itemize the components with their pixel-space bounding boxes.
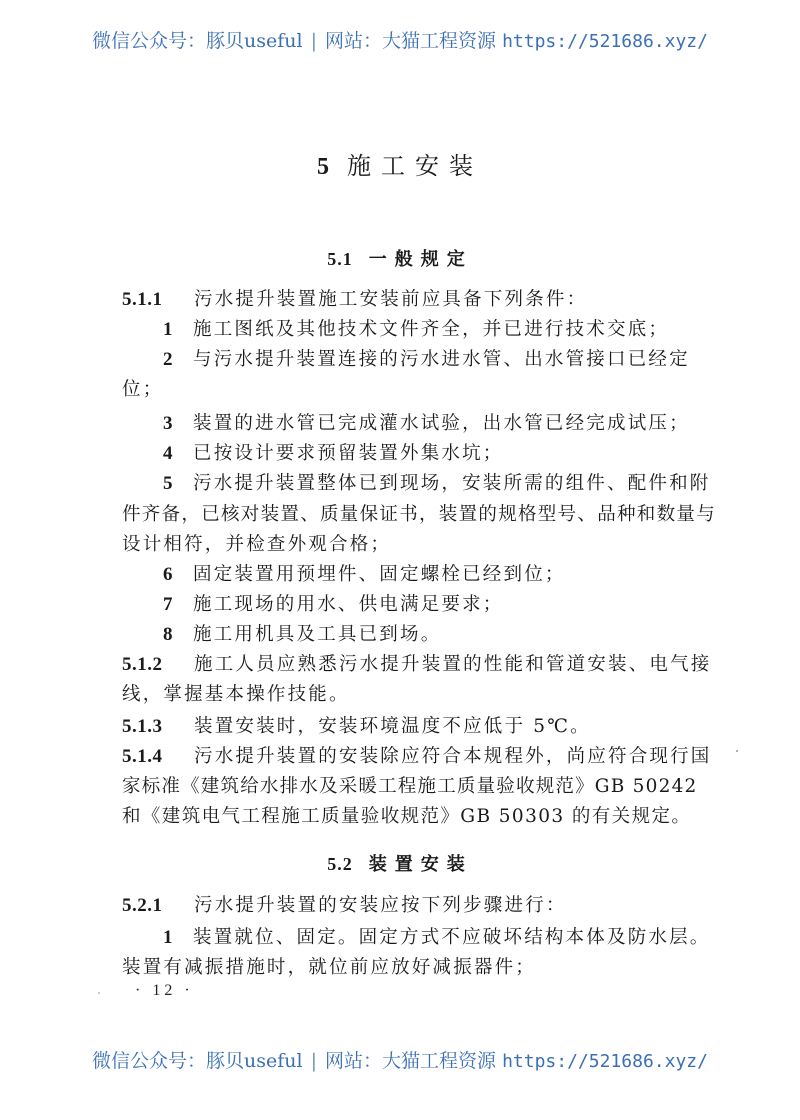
item-text: 已按设计要求预留装置外集水坑； [193, 443, 504, 464]
clause-5-1-4-continuation-1 [122, 775, 698, 799]
separator: | [310, 1050, 317, 1072]
item-number: 1 [163, 319, 175, 340]
wechat-label: 微信公众号：豚贝useful [92, 1050, 303, 1072]
clause-text: 装置安装时，安装环境温度不应低于 5℃。 [194, 716, 591, 737]
section-title-text: 一般规定 [368, 249, 473, 270]
scan-speck [98, 992, 100, 994]
clause-text: 家标准《建筑给水排水及采暖工程施工质量验收规范》GB 50242 [122, 776, 698, 797]
section-heading-5-2 [0, 850, 800, 876]
clause-number: 5.1.1 [122, 289, 163, 310]
list-item-1-continuation [122, 956, 536, 980]
item-number: 8 [163, 624, 175, 645]
item-text: 施工用机具及工具已到场。 [193, 624, 442, 645]
site-label: 网站：大猫工程资源 [325, 30, 497, 52]
scan-speck [736, 750, 738, 752]
item-text: 与污水提升装置连接的污水进水管、出水管接口已经定 [193, 349, 690, 370]
item-number: 3 [163, 413, 175, 434]
clause-5-1-2-continuation [122, 683, 350, 707]
list-item-7 [163, 593, 504, 617]
item-text: 装置就位、固定。固定方式不应破坏结构本体及防水层。 [193, 927, 711, 948]
list-item-6 [163, 563, 566, 587]
clause-text: 污水提升装置的安装除应符合本规程外，尚应符合现行国 [194, 746, 712, 767]
list-item-2 [163, 348, 690, 372]
clause-5-2-1 [122, 894, 567, 918]
clause-text: 和《建筑电气工程施工质量验收规范》GB 50303 的有关规定。 [122, 806, 692, 827]
section-heading-5-1 [0, 245, 800, 271]
section-title-text: 装置安装 [368, 854, 473, 875]
list-item-1 [163, 318, 669, 342]
chapter-title-text: 施工安装 [347, 152, 483, 180]
chapter-title [0, 146, 800, 181]
page-number: · 12 · [135, 982, 194, 999]
site-url-link[interactable]: https://521686.xyz/ [502, 31, 708, 52]
list-item-5-continuation-2 [122, 533, 391, 557]
site-url-link[interactable]: https://521686.xyz/ [502, 1051, 708, 1072]
item-text: 装置有减振措施时，就位前应放好减振器件； [122, 957, 537, 978]
item-text: 固定装置用预埋件、固定螺栓已经到位； [193, 564, 566, 585]
item-number: 5 [163, 473, 175, 494]
clause-text: 污水提升装置施工安装前应具备下列条件： [194, 289, 588, 310]
item-text: 装置的进水管已完成灌水试验，出水管已经完成试压； [193, 413, 690, 434]
site-label: 网站：大猫工程资源 [325, 1050, 497, 1072]
clause-5-1-3 [122, 715, 591, 739]
item-text: 位； [122, 379, 164, 400]
item-text: 设计相符，并检查外观合格； [122, 534, 392, 555]
item-text: 污水提升装置整体已到现场，安装所需的组件、配件和附 [193, 473, 711, 494]
list-item-5 [163, 472, 711, 496]
list-item-2-continuation [122, 378, 163, 402]
clause-number: 5.1.3 [122, 716, 163, 737]
clause-number: 5.1.4 [122, 746, 163, 767]
watermark-footer [0, 1046, 800, 1073]
item-text: 件齐备，已核对装置、质量保证书，装置的规格型号、品种和数量与 [122, 504, 717, 525]
separator: | [310, 30, 317, 52]
watermark-header [0, 26, 800, 53]
list-item-1 [163, 926, 711, 950]
clause-number: 5.2.1 [122, 895, 163, 916]
clause-5-1-4-continuation-2 [122, 805, 691, 829]
list-item-5-continuation-1 [122, 503, 716, 527]
chapter-number: 5 [317, 154, 329, 180]
item-number: 1 [163, 927, 175, 948]
list-item-4 [163, 442, 504, 466]
wechat-label: 微信公众号：豚贝useful [92, 30, 303, 52]
clause-text: 污水提升装置的安装应按下列步骤进行： [194, 895, 567, 916]
item-number: 4 [163, 443, 175, 464]
section-number: 5.1 [327, 249, 353, 269]
list-item-3 [163, 412, 690, 436]
list-item-8 [163, 623, 441, 647]
clause-5-1-4 [122, 745, 712, 769]
clause-text: 线，掌握基本操作技能。 [122, 684, 350, 705]
clause-text: 施工人员应熟悉污水提升装置的性能和管道安装、电气接 [194, 654, 712, 675]
clause-5-1-1 [122, 288, 587, 312]
item-text: 施工图纸及其他技术文件齐全，并已进行技术交底； [193, 319, 670, 340]
clause-number: 5.1.2 [122, 654, 163, 675]
section-number: 5.2 [327, 854, 353, 874]
item-text: 施工现场的用水、供电满足要求； [193, 594, 504, 615]
item-number: 7 [163, 594, 175, 615]
item-number: 6 [163, 564, 175, 585]
clause-5-1-2 [122, 653, 712, 677]
item-number: 2 [163, 349, 175, 370]
